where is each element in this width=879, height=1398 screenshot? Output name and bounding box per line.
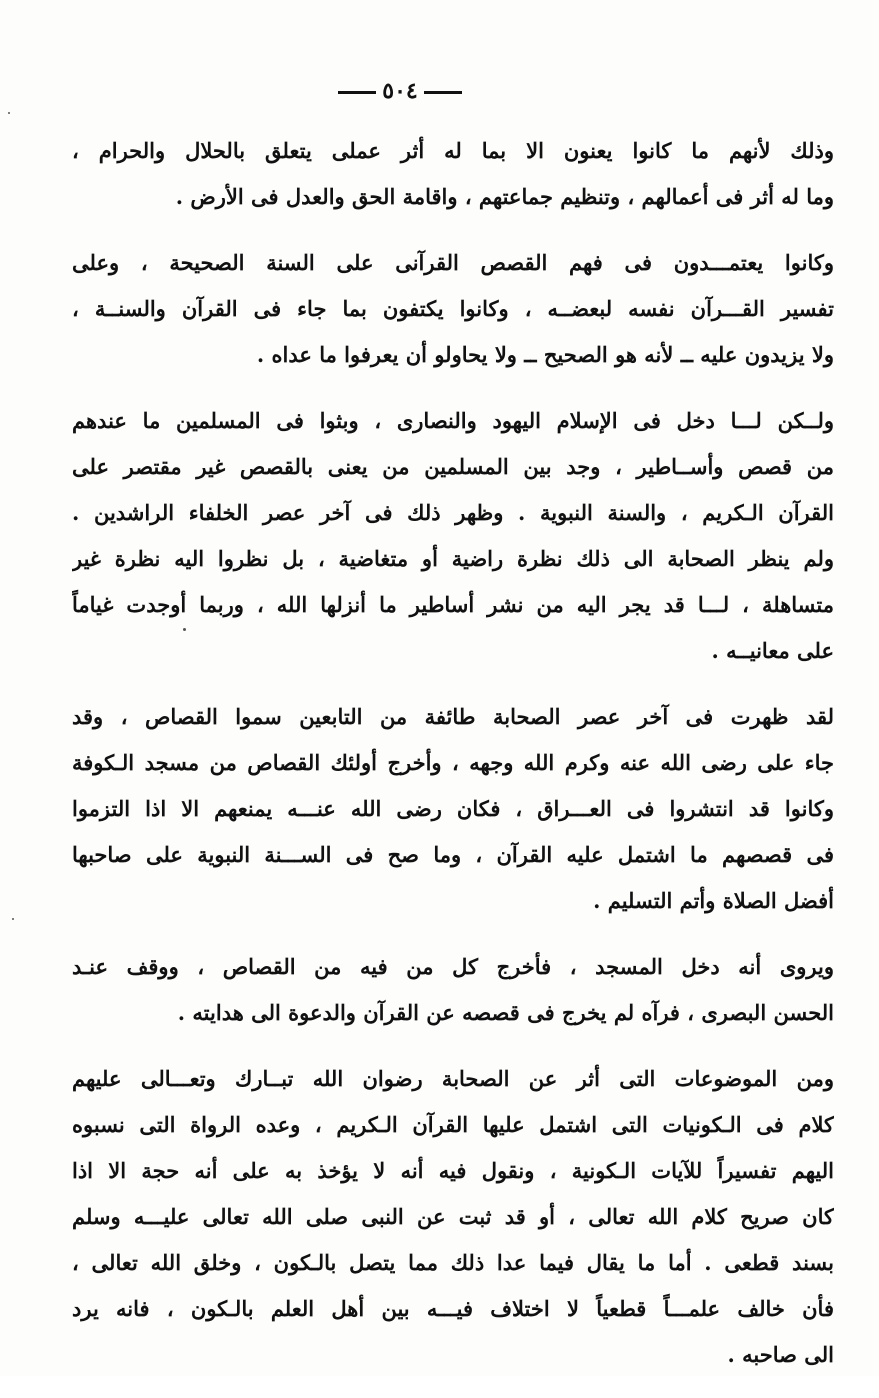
text-line: متساهلة ، لـــا قد يجر اليه من نشر أساطير ما أنزلها الله ، وربما أوجدت غياماً (72, 592, 834, 617)
paragraph (72, 1056, 834, 1378)
scan-speck (183, 628, 186, 631)
body-text (72, 128, 834, 1398)
text-line: ولا يزيدون عليه ــ لأنه هو الصحيح ــ ولا يحاولو أن يعرفوا ما عداه . (256, 342, 834, 367)
text-line: ولــكن لـــا دخل فى الإسلام اليهود والنصارى ، وبثوا فى المسلمين ما عندهم (72, 408, 834, 433)
text-line: الى صاحبه . (727, 1342, 834, 1367)
text-line: كان صريح كلام الله تعالى ، أو قد ثبت عن النبى صلى الله تعالى عليـــه وسلم (72, 1204, 834, 1229)
text-line: كلام فى الـكونيات التى اشتمل عليها القرآن الـكريم ، وعده الرواة التى نسبوه (72, 1112, 834, 1137)
paragraph (72, 398, 834, 674)
text-line: الحسن البصرى ، فرآه لم يخرج فى قصصه عن القرآن والدعوة الى هدايته . (177, 1000, 834, 1025)
text-line: وما له أثر فى أعمالهم ، وتنظيم جماعتهم ، واقامة الحق والعدل فى الأرض . (175, 184, 834, 209)
scan-speck (8, 112, 10, 114)
text-line: لقد ظهرت فى آخر عصر الصحابة طائفة من التابعين سموا القصاص ، وقد (72, 704, 834, 729)
text-line: تفسير القـــرآن نفسه لبعضــه ، وكانوا يكتفون بما جاء فى القرآن والسنــة ، (72, 296, 834, 321)
text-line: جاء على رضى الله عنه وكرم الله وجهه ، وأخرج أولئك القصاص من مسجد الـكوفة (72, 750, 834, 775)
page-number (0, 78, 800, 104)
text-line: على معانيــه . (711, 638, 834, 663)
paragraph (72, 694, 834, 924)
page-number-dash-right (424, 91, 462, 94)
page-number-text: ٥٠٤ (382, 78, 418, 104)
text-line: من قصص وأســاطير ، وجد بين المسلمين من يعنى بالقصص غير مقتصر على (72, 454, 834, 479)
text-line: ومن الموضوعات التى أثر عن الصحابة رضوان الله تبــارك وتعـــالى عليهم (72, 1066, 834, 1091)
text-line: بسند قطعى . أما ما يقال فيما عدا ذلك مما يتصل بالـكون ، وخلق الله تعالى ، (72, 1250, 834, 1275)
text-line: ولم ينظر الصحابة الى ذلك نظرة راضية أو متغاضية ، بل نظروا اليه نظرة غير (72, 546, 834, 571)
text-line: وكانوا يعتمـــدون فى فهم القصص القرآنى على السنة الصحيحة ، وعلى (72, 250, 834, 275)
text-line: أفضل الصلاة وأتم التسليم . (593, 888, 834, 913)
text-line: فى قصصهم ما اشتمل عليه القرآن ، وما صح فى الســـنة النبوية على صاحبها (72, 842, 834, 867)
paragraph (72, 128, 834, 220)
text-line: فأن خالف علمـــاً قطعياً لا اختلاف فيـــه بين أهل العلم بالـكون ، فانه يرد (72, 1296, 834, 1321)
page-number-dash-left (338, 91, 376, 94)
paragraph (72, 240, 834, 378)
text-line: وذلك لأنهم ما كانوا يعنون الا بما له أثر عملى يتعلق بالحلال والحرام ، (72, 138, 834, 163)
text-line: ويروى أنه دخل المسجد ، فأخرج كل من فيه من القصاص ، ووقف عنـد (72, 954, 834, 979)
scan-speck (12, 918, 14, 920)
paragraph (72, 944, 834, 1036)
text-line: اليهم تفسيراً للآيات الـكونية ، ونقول فيه أنه لا يؤخذ به على أنه حجة الا اذا (72, 1158, 834, 1183)
text-line: القرآن الـكريم ، والسنة النبوية . وظهر ذلك فى آخر عصر الخلفاء الراشدين . (72, 500, 834, 525)
text-line: وكانوا قد انتشروا فى العـــراق ، فكان رضى الله عنـــه يمنعهم الا اذا التزموا (72, 796, 834, 821)
